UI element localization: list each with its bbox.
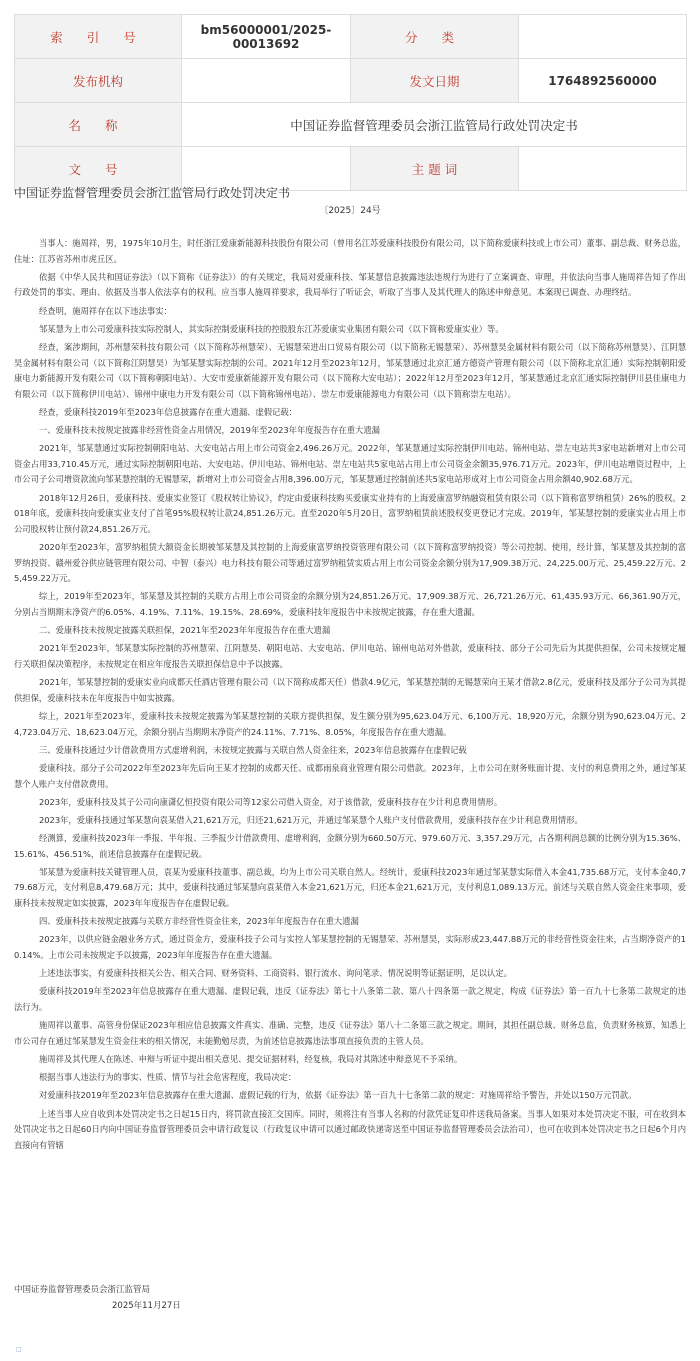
body-paragraph: 依据《中华人民共和国证券法》（以下简称《证券法》）的有关规定，我局对爱康科技、邹某慧信息披露违法违规行为进行了立案调查、审理，并依法向当事人施周祥告知了作出行政处罚的事实、理由、依据及当事人依法享有的权利。应当事人施周祥要求，我局举行了听证会，听取了当事人及其代理人的陈述申辩意见。本案现已调查、办理终结。 (14, 271, 686, 298)
keywords-label: 主 题 词 (351, 147, 519, 191)
body-paragraph: 综上，2021年至2023年，爱康科技未按规定披露为邹某慧控制的关联方提供担保，发生额分别为95,623.04万元、6,100万元、18,920万元，余额分别为90,623.04万元、24,723.04万元、18,623.04万元，余额分别占当期期末净资产的24.11%、7.71%、8.05%，年度报告存在重大遗漏。 (14, 710, 686, 737)
meta-row-name (15, 103, 687, 147)
body-paragraph: 邹某慧为上市公司爱康科技实际控制人，其实际控制爱康科技的控股股东江苏爱康实业集团有限公司（以下简称爱康实业）等。 (39, 323, 504, 334)
body-paragraph: 上述当事人应自收到本处罚决定书之日起15日内，将罚款直接汇交国库。同时，须将注有当事人名称的付款凭证复印件送我局备案。当事人如果对本处罚决定不服，可在收到本处罚决定书之日起60日内向中国证券监督管理委员会申请行政复议（行政复议申请可以通过邮政快递寄送至中国证券监督管理委员会法治司），也可在收到本处罚决定书之日起6个月内直接向有管辖 (14, 1108, 686, 1150)
name-label: 名 称 (15, 103, 182, 147)
document-number: 〔2025〕24号 (319, 206, 381, 216)
issue-date-label: 发文日期 (351, 59, 519, 103)
index-value: bm56000001/2025-00013692 (182, 15, 351, 59)
category-value (519, 15, 687, 59)
category-label: 分 类 (351, 15, 519, 59)
body-paragraph: 爱康科技2019年至2023年信息披露存在重大遗漏、虚假记载，违反《证券法》第七十八条第二款、第八十四条第一款之规定，构成《证券法》第一百九十七条第二款规定的违法行为。 (14, 986, 686, 1012)
body-paragraph: 2020年至2023年，富罗纳租赁大额资金长期被邹某慧及其控制的上海爱康富罗纳投资管理有限公司（以下简称富罗纳投资）等公司控制、使用，经计算，邹某慧及其控制的富罗纳投资、赣州爱谷供应链管理有限公司、中智（泰兴）电力科技有限公司等通过富罗纳租赁实质占用上市公司资金余额分别为17,909.38万元、24,225.00万元、25,459.22万元、25,459.22万元。 (14, 542, 686, 584)
meta-row-publisher (15, 59, 687, 103)
body-paragraph: 经查明，施周祥存在以下违法事实： (39, 305, 172, 316)
keywords-value (519, 147, 687, 191)
issue-date-value: 1764892560000 (519, 59, 687, 103)
doc-number-label: 文 号 (15, 147, 182, 191)
index-label: 索 引 号 (15, 15, 182, 59)
body-paragraph: 二、爱康科技未按规定披露关联担保，2021年至2023年年度报告存在重大遗漏 (39, 625, 331, 636)
body-paragraph: 2023年，以供应链金融业务方式，通过资金方，爱康科技子公司与实控人邹某慧控制的无锡慧荣、苏州慧昊，实际形成23,447.88万元的非经营性资金往来，占当期净资产的10.14%。上市公司未按规定予以披露，2023年年度报告存在重大遗漏。 (14, 934, 686, 960)
body-paragraph: 2023年，爱康科技通过邹某慧向袁某借入21,621万元，归还21,621万元，并通过邹某慧个人账户支付借款费用，爱康科技存在少计利息费用情形。 (39, 814, 583, 825)
document-title: 中国证券监督管理委员会浙江监管局行政处罚决定书 (14, 186, 291, 200)
signature-date: 2025年11月27日 (112, 1301, 181, 1311)
signature-block (14, 1282, 181, 1314)
body-paragraph: 施周祥以董事、高管身份保证2023年相应信息披露文件真实、准确、完整，违反《证券法》第八十二条第三款之规定。期间，其担任副总裁、财务总监，负责财务核算，知悉上市公司存在通过邹某慧发生资金往来的相关情况，未能勤勉尽责，为前述信息披露违法事项直接负责的主管人员。 (14, 1020, 686, 1046)
body-paragraph: 施周祥及其代理人在陈述、申辩与听证中提出相关意见、提交证据材料，经复核，我局对其陈述申辩意见不予采纳。 (39, 1053, 463, 1064)
document-body (14, 236, 686, 1156)
body-paragraph: 经测算，爱康科技2023年一季报、半年报、三季报少计借款费用、虚增利润，金额分别为660.50万元、979.60万元、3,357.29万元，占各期利润总额的比例分别为15.36%、15.61%、456.51%，前述信息披露存在虚假记载。 (14, 833, 686, 859)
document-metadata-table (14, 14, 687, 191)
publisher-label: 发布机构 (15, 59, 182, 103)
body-paragraph: 当事人：施周祥，男，1975年10月生，时任浙江爱康新能源科技股份有限公司（曾用名江苏爱康科技股份有限公司，以下简称爱康科技或上市公司）董事、副总裁、财务总监，住址：江苏省苏州市虎丘区。 (14, 238, 686, 264)
body-paragraph: 2018年12月26日，爱康科技、爱康实业签订《股权转让协议》，约定由爱康科技购买爱康实业持有的上海爱康富罗纳融资租赁有限公司（以下简称富罗纳租赁）26%的股权。2018年底，爱康科技向爱康实业支付了首笔95%股权转让款24,851.26万元。直至2020年5月20日，富罗纳租赁前述股权变更登记才完成。2019年，邹某慧控制的爱康实业占用上市公司股权转让预付款24,851.26万元。 (14, 492, 686, 534)
body-paragraph: 爱康科技、部分子公司2022年至2023年先后向王某才控制的成都天任、成都雨泉商业管理有限公司借款。2023年，上市公司在财务账面计提、支付的利息费用之外，通过邹某慧个人账户支付借款费用。 (14, 762, 686, 789)
name-value: 中国证券监督管理委员会浙江监管局行政处罚决定书 (182, 103, 687, 147)
body-paragraph: 一、爱康科技未按规定披露非经营性资金占用情况，2019年至2023年年度报告存在重大遗漏 (39, 425, 380, 436)
body-paragraph: 2021年，邹某慧控制的爱康实业向成都天任酒店管理有限公司（以下简称成都天任）借款4.9亿元，邹某慧控制的无锡慧荣向王某才借款2.8亿元，爱康科技及部分子公司为其提供担保，爱康科技未在年度报告中如实披露。 (14, 677, 686, 703)
body-paragraph: 2023年，爱康科技及其子公司向康潇亿恒投资有限公司等12家公司借入资金，对于该借款，爱康科技存在少计利息费用情形。 (39, 796, 503, 807)
body-paragraph: 2021年至2023年，邹某慧实际控制的苏州慧荣、江阴慧昊、朝阳电站、大安电站、伊川电站、锦州电站对外借款，爱康科技、部分子公司先后为其提供担保，公司未按规定履行关联担保决策程序，未按规定在相应年度报告关联担保信息中予以披露。 (14, 643, 686, 669)
body-paragraph: 邹某慧为爱康科技关键管理人员，袁某为爱康科技董事、副总裁，均为上市公司关联自然人。经统计，爱康科技2023年通过邹某慧实际借入本金41,735.68万元，支付本金40,779.68万元，支付利息8,479.68万元；其中，爱康科技通过邹某慧向袁某借入本金21,621万元，归还本金21,621万元，支付利息1,089.13万元。前述与关联自然人资金往来事项，爱康科技未按规定如实披露，2023年年度报告存在虚假记载。 (14, 866, 686, 909)
body-paragraph: 三、爱康科技通过少计借款费用方式虚增利润，未按规定披露与关联自然人资金往来，2023年信息披露存在虚假记载 (39, 744, 467, 755)
body-paragraph: 经查，案涉期间，苏州慧荣科技有限公司（以下简称苏州慧荣）、无锡慧荣进出口贸易有限公司（以下简称无锡慧荣）、苏州慧昊金属材料有限公司（以下简称苏州慧昊）、江阴慧昊金属材料有限公司（以下简称江阴慧昊）为邹某慧实际控制的公司。2021年12月至2023年12月，邹某慧通过北京汇通方德资产管理有限公司（以下简称北京汇通）实际控制朝阳爱康电力新能源开发有限公司（以下简称朝阳电站）、大安市爱康新能源开发有限公司（以下简称大安电站）；2022年12月至2023年12月，邹某慧通过北京汇通实际控制伊川县佳康电力有限公司（以下简称伊川电站）、锦州中康电力开发有限公司（以下简称锦州电站）、崇左市爱康能源电力有限公司（以下简称崇左电站）。 (14, 341, 686, 399)
meta-row-index (15, 15, 687, 59)
body-paragraph: 根据当事人违法行为的事实、性质、情节与社会危害程度，我局决定： (39, 1072, 297, 1083)
signature-org: 中国证券监督管理委员会浙江监管局 (14, 1285, 151, 1295)
body-paragraph: 上述违法事实，有爱康科技相关公告、相关合同、财务资料、工商资料、银行流水、询问笔录、情况说明等证据证明，足以认定。 (39, 968, 512, 979)
publisher-value (182, 59, 351, 103)
body-paragraph: 2021年，邹某慧通过实际控制朝阳电站、大安电站占用上市公司资金2,496.26万元。2022年，邹某慧通过实际控制伊川电站、锦州电站、崇左电站共3家电站新增对上市公司资金占用33,710.45万元，通过实际控制朝阳电站、大安电站、伊川电站、锦州电站、崇左电站共5家电站占用上市公司资金余额35,976.71万元。2023年，伊川电站增资过程中，上市公司子公司增资款流向邹某慧控制的无锡慧荣，新增对上市公司资金占用8,396.00万元，邹某慧通过控制前述共5家电站形成对上市公司资金占用余额40,902.68万元。 (14, 443, 686, 485)
body-paragraph: 经查，爱康科技2019年至2023年信息披露存在重大遗漏、虚假记载： (39, 406, 297, 417)
body-paragraph: 对爱康科技2019年至2023年信息披露存在重大遗漏、虚假记载的行为，依据《证券法》第一百九十七条第二款的规定：对施周祥给予警告，并处以150万元罚款。 (39, 1090, 637, 1101)
body-paragraph: 综上，2019年至2023年，邹某慧及其控制的关联方占用上市公司资金的余额分别为24,851.26万元、17,909.38万元、26,721.26万元、61,435.93万元、66,361.90万元，分别占当期期末净资产的6.05%、4.19%、7.11%、19.15%、28.69%，爱康科技年度报告中未按规定披露，存在重大遗漏。 (14, 591, 686, 617)
body-paragraph: 四、爱康科技未按规定披露与关联方非经营性资金往来，2023年年度报告存在重大遗漏 (39, 916, 359, 927)
corner-mark: □ (16, 1346, 22, 1353)
